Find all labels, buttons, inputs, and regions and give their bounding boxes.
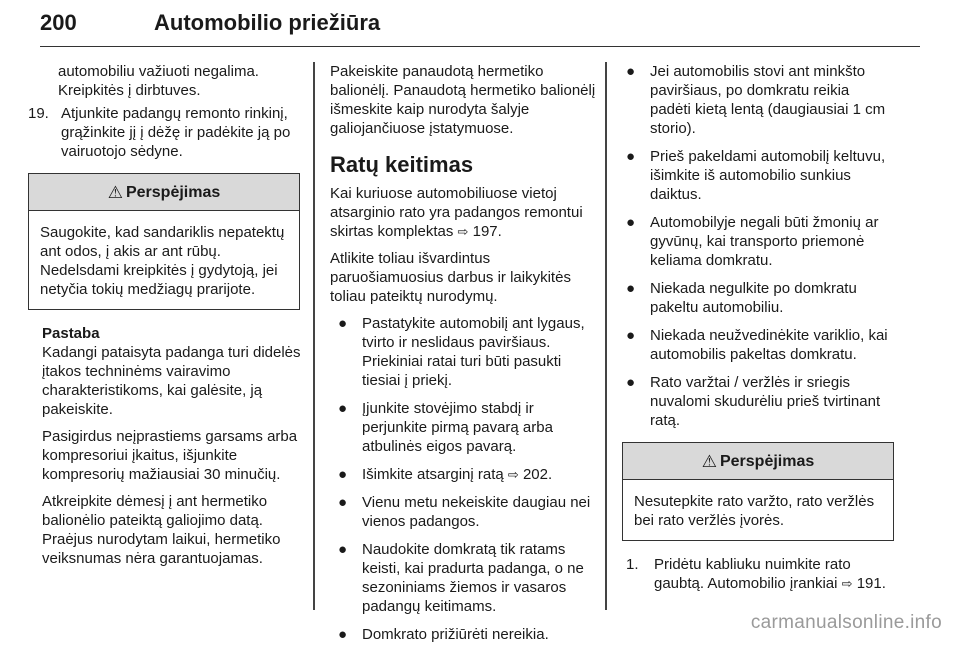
bullet-icon: ●: [626, 148, 636, 165]
list-item: ● Jei automobilis stovi ant minkšto paviršiaus, po domkratu reikia padėti kietą lentą (daugiausiai 1 cm storio).: [626, 63, 886, 137]
watermark: carmanualsonline.info: [750, 612, 942, 633]
step-number: 19.: [28, 105, 49, 122]
column-3: [622, 62, 894, 601]
paragraph: Atlikite toliau išvardintus paruošiamuosius darbus ir laikykitės toliau pateiktų nurodymų.: [330, 250, 571, 305]
note-title: Pastaba: [42, 325, 100, 342]
page-reference[interactable]: 197.: [472, 223, 502, 240]
warning-header: [29, 174, 299, 211]
column-1: [28, 62, 302, 576]
paragraph: Kai kuriuose automobiliuose vietoj atsarginio rato yra padangos remontui skirtas komplektas ⇨ 197.: [330, 185, 583, 240]
warning-header: [623, 443, 893, 480]
step-1: [626, 555, 894, 593]
page-reference-icon: ⇨: [507, 467, 519, 482]
page-header: [40, 6, 920, 47]
column-divider: [605, 62, 607, 610]
list-item: ● Prieš pakeldami automobilį keltuvu, išimkite iš automobilio sunkius daiktus.: [626, 148, 886, 203]
list-item: ● Vienu metu nekeiskite daugiau nei vienos padangos.: [338, 494, 591, 530]
list-item: ● Įjunkite stovėjimo stabdį ir perjunkite pirmą pavarą arba atbulinės eigos pavarą.: [338, 400, 553, 455]
warning-title: Perspėjimas: [719, 452, 815, 470]
list-item: ● Pastatykite automobilį ant lygaus, tvirto ir neslidaus paviršiaus. Priekiniai ratai turi būti pasukti tiesiai į priekį.: [338, 315, 585, 389]
continued-text: automobiliu važiuoti negalima. Kreipkitės į dirbtuves.: [58, 63, 259, 99]
list-item: ● Rato varžtai / veržlės ir sriegis nuvalomi skudurėliu prieš tvirtinant ratą.: [626, 374, 881, 429]
warning-text: Saugokite, kad sandariklis nepatektų ant odos, į akis ar ant rūbų. Nedelsdami kreipkitės į gydytoją, jei netyčia tokių medžiagų prarijote.: [40, 224, 285, 298]
step-19: [28, 104, 302, 161]
bullet-icon: ●: [338, 466, 348, 483]
bullet-icon: ●: [338, 541, 348, 558]
page-reference-icon: ⇨: [841, 576, 853, 591]
note-paragraph: Pasigirdus neįprastiems garsams arba kompresoriui įkaitus, išjunkite kompresorių mažiausiai 30 minučių.: [42, 428, 298, 483]
warning-text: Nesutepkite rato varžto, rato veržlės bei rato veržlės įvorės.: [634, 493, 875, 529]
page-reference-icon: ⇨: [457, 224, 469, 239]
step-number: 1.: [626, 556, 639, 573]
chapter-title: Automobilio priežiūra: [154, 10, 381, 35]
paragraph: Pakeiskite panaudotą hermetiko balionėlį. Panaudotą hermetiko balionėlį išmeskite kaip nurodyta šalyje galiojančiuose įstatymuose.: [330, 63, 596, 137]
step-text: Pridėtu kabliuku nuimkite rato gaubtą. Automobilio įrankiai: [654, 556, 851, 592]
bullet-icon: ●: [626, 374, 636, 391]
page-number: 200: [40, 10, 77, 35]
page-reference[interactable]: 191.: [856, 575, 886, 592]
column-divider: [313, 62, 315, 610]
section-heading: Ratų keitimas: [330, 152, 474, 177]
list-item: ● Domkrato prižiūrėti nereikia.: [338, 626, 549, 643]
note-paragraph: Kadangi pataisyta padanga turi didelės įtakos techninėms vairavimo charakteristikoms, kai galėsite, ją pakeiskite.: [42, 344, 301, 418]
column-2: [330, 62, 598, 653]
page-reference[interactable]: 202.: [522, 466, 553, 483]
note-paragraph: Atkreipkite dėmesį į ant hermetiko balionėlio pateiktą galiojimo datą. Praėjus nurodytam laikui, hermetiko veiksnumas nėra garantuojamas.: [42, 493, 281, 567]
bullet-icon: ●: [626, 63, 636, 80]
list-item: ● Niekada neužvedinėkite variklio, kai automobilis pakeltas domkratu.: [626, 327, 888, 363]
bullet-icon: ●: [338, 400, 348, 417]
warning-triangle-icon: ⚠: [107, 182, 123, 202]
list-item: ● Niekada negulkite po domkratu pakeltu automobiliu.: [626, 280, 857, 316]
warning-box: [28, 173, 300, 310]
warning-triangle-icon: ⚠: [701, 451, 717, 471]
warning-title: Perspėjimas: [125, 183, 221, 201]
bullet-icon: ●: [338, 494, 348, 511]
list-item: ● Naudokite domkratą tik ratams keisti, kai pradurta padanga, o ne sezoniniams žiemos ir vasaros padangų keitimams.: [338, 541, 584, 615]
bullet-icon: ●: [626, 214, 636, 231]
bullet-icon: ●: [338, 626, 348, 643]
step-text: Atjunkite padangų remonto rinkinį, grąžinkite jį į dėžę ir padėkite ją po vairuotojo sėdyne.: [61, 105, 291, 160]
bullet-icon: ●: [626, 327, 636, 344]
note: [28, 343, 302, 568]
bullet-icon: ●: [626, 280, 636, 297]
list-item: ● Automobilyje negali būti žmonių ar gyvūnų, kai transporto priemonė keliama domkratu.: [626, 214, 879, 269]
list-item: ● Išimkite atsarginį ratą ⇨ 202.: [338, 466, 553, 483]
bullet-icon: ●: [338, 315, 348, 332]
warning-box: [622, 442, 894, 541]
